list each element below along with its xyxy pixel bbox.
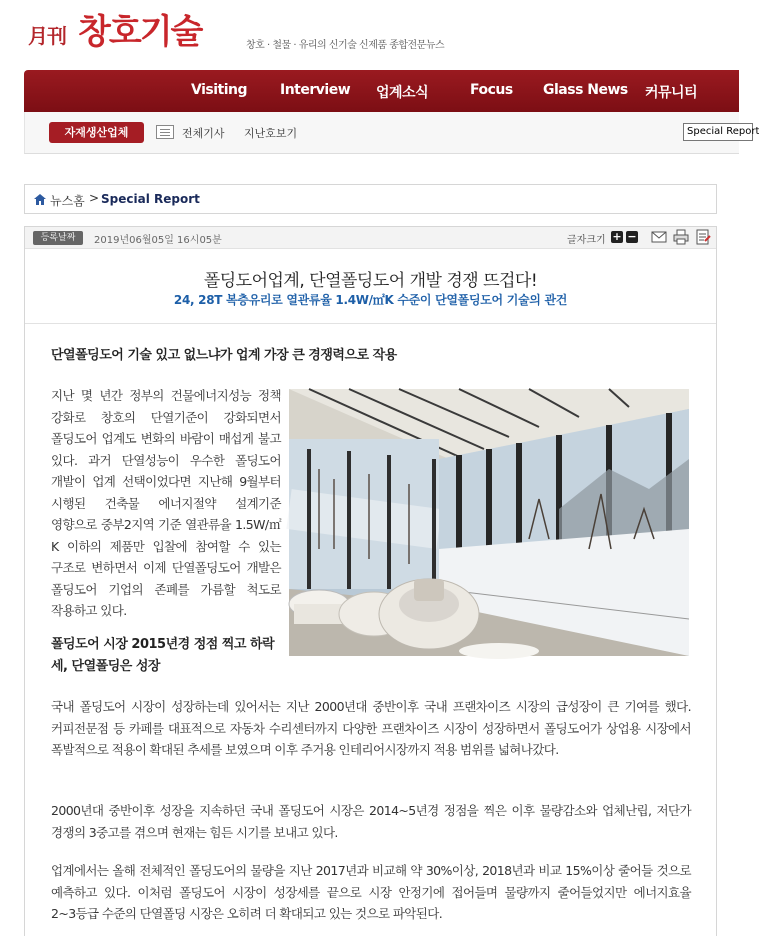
article-paragraph-3: 2000년대 중반이후 성장을 지속하던 국내 폴딩도어 시장은 2014~5년경 정점을 찍은 이후 물량감소와 업체난립, 저단가 경쟁의 3중고를 겪으며 현재는 힘든 시기를 보내고 있다. bbox=[51, 803, 691, 840]
breadcrumb-home[interactable]: 뉴스홈 bbox=[50, 194, 85, 208]
section-heading-2: 폴딩도어 시장 2015년경 정점 찍고 하락세, 단열폴딩은 성장 bbox=[51, 637, 275, 674]
font-size-label: 글자크기 bbox=[567, 235, 606, 246]
breadcrumb bbox=[24, 184, 717, 214]
article-subtitle: 24, 28T 복층유리로 열관류율 1.4W/㎡K 수준이 단열폴딩도어 기술의 관건 bbox=[173, 293, 568, 307]
nav-item-focus[interactable]: Focus bbox=[470, 82, 513, 98]
nav-item-glass-news[interactable]: Glass News bbox=[543, 82, 628, 98]
sunroom-photo-illustration bbox=[289, 389, 689, 656]
registered-date: 2019년06월05일 16시05분 bbox=[94, 235, 222, 246]
font-decrease-button[interactable]: − bbox=[627, 230, 637, 243]
site-logo[interactable]: 창호기술 bbox=[78, 12, 202, 52]
site-header bbox=[0, 0, 739, 68]
article-list-icon[interactable] bbox=[156, 125, 174, 139]
nav-item-visiting[interactable]: Visiting bbox=[191, 82, 247, 98]
sub-nav bbox=[24, 112, 759, 154]
article-paragraph-1: 지난 몇 년간 정부의 건물에너지성능 정책 강화로 창호의 단열기준이 강화되면서 폴딩도어 업계도 변화의 바람이 매섭게 불고 있다. 과거 단열성능이 우수한 폴딩도어 개발이 업계 선택이었다면 지난해 9월부터 시행된 건축물 에너지절약 설계기준 영향으로 중부2지역 기준 열관류율 1.5W/㎡K 이하의 제품만 입찰에 참여할 수 있는 구조로 변하면서 이제 단열폴딩도어 개발은 폴딩도어 기업의 존폐를 가름할 척도로 작용하고 있다. bbox=[51, 388, 281, 618]
article-meta-bar bbox=[25, 227, 716, 249]
home-icon[interactable] bbox=[34, 194, 46, 205]
article-title: 폴딩도어업계, 단열폴딩도어 개발 경쟁 뜨겁다! bbox=[203, 271, 538, 291]
article-paragraph-4: 업계에서는 올해 전체적인 폴딩도어의 물량을 지난 2017년과 비교해 약 30%이상, 2018년과 비교 15%이상 줄어들 것으로 예측하고 있다. 이처럼 폴딩도어 시장이 성장세를 끝으로 시장 안정기에 접어들며 물량까지 줄어들었지만 에너지효율 2~3등급 수준의 단열폴딩 시장은 오히려 더 확대되고 있는 것으로 파악된다. bbox=[51, 863, 691, 921]
article-photo[interactable] bbox=[289, 389, 689, 656]
print-icon[interactable] bbox=[673, 229, 689, 245]
main-nav bbox=[24, 70, 739, 112]
article-title-box bbox=[25, 250, 716, 324]
email-icon[interactable] bbox=[651, 229, 667, 245]
section-heading-1: 단열폴딩도어 기술 있고 없느냐가 업계 가장 큰 경쟁력으로 작용 bbox=[51, 348, 397, 363]
registered-badge: 등록날짜 bbox=[33, 231, 83, 245]
nav-item-industry-news[interactable]: 업계소식 bbox=[376, 85, 429, 101]
breadcrumb-current[interactable]: Special Report bbox=[101, 192, 200, 206]
nav-item-community[interactable]: 커뮤니티 bbox=[645, 85, 698, 101]
font-increase-button[interactable]: + bbox=[612, 230, 622, 243]
site-tagline: 창호 · 철물 · 유리의 신기술 신제품 종합전문뉴스 bbox=[246, 40, 445, 51]
scrap-icon[interactable] bbox=[695, 229, 711, 245]
logo-monthly[interactable]: 月刊 bbox=[28, 24, 66, 48]
article-paragraph-2: 국내 폴딩도어 시장이 성장하는데 있어서는 지난 2000년대 중반이후 국내 프랜차이즈 시장의 급성장이 큰 기여를 했다. 커피전문점 등 카페를 대표적으로 자동차 수리센터까지 다양한 프랜차이즈 시장이 성장하면서 폴딩도어가 상업용 시장에서 폭발적으로 적용이 확대된 추세를 보였으며 이후 주거용 인테리어시장까지 적용 범위를 넓혀나갔다. bbox=[51, 699, 691, 757]
nav-item-interview[interactable]: Interview bbox=[280, 82, 351, 98]
back-issues-link[interactable]: 지난호보기 bbox=[244, 127, 298, 140]
breadcrumb-separator: > bbox=[89, 191, 100, 205]
section-select[interactable]: Special Report bbox=[683, 123, 753, 141]
all-articles-link[interactable]: 전체기사 bbox=[182, 127, 225, 140]
article bbox=[24, 226, 717, 936]
subnav-active-category[interactable]: 자재생산업체 bbox=[49, 122, 144, 143]
